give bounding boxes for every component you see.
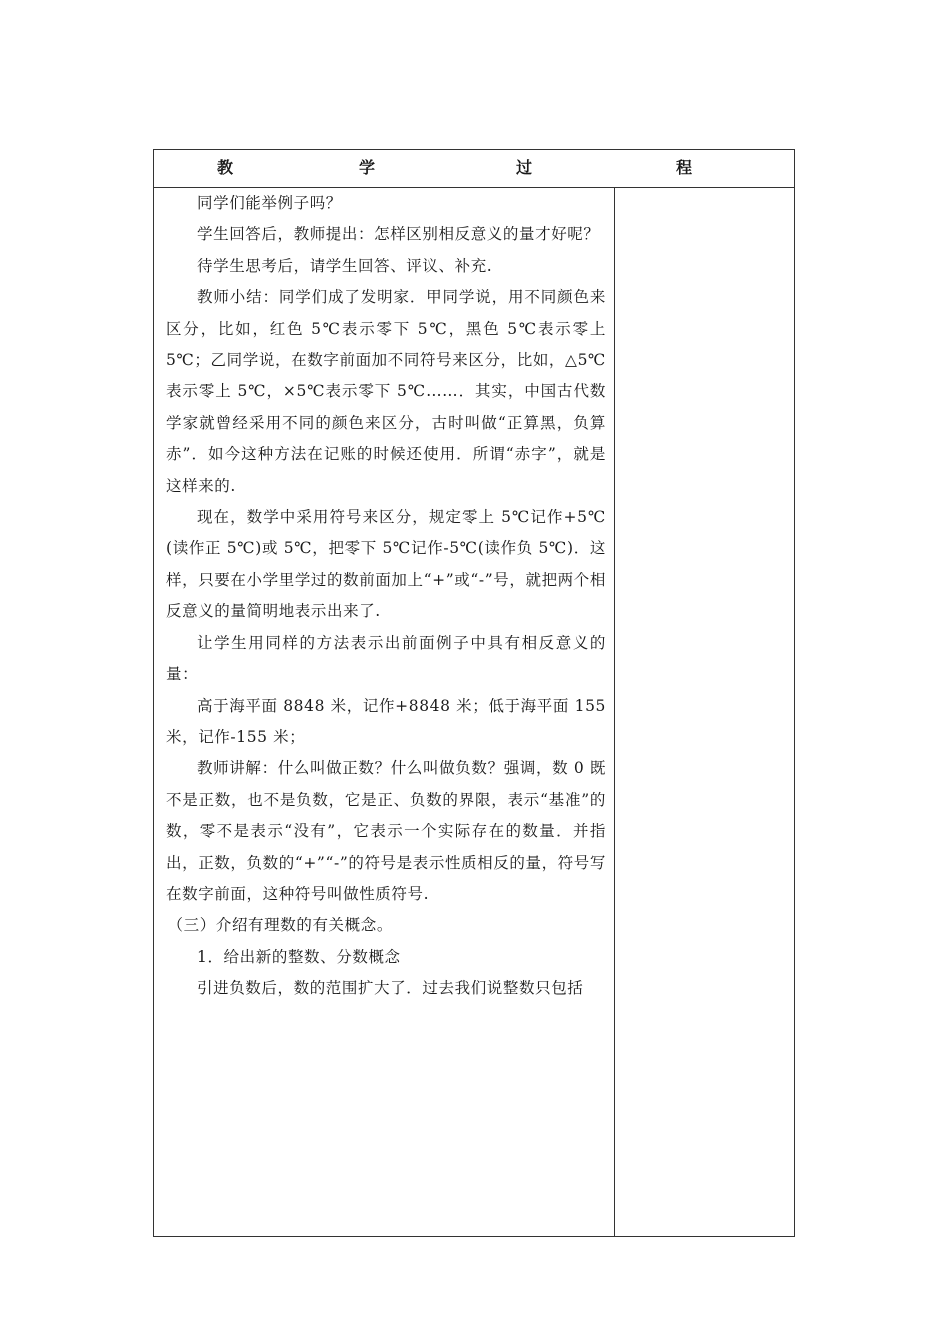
header-char: 教 xyxy=(217,158,234,177)
table-header xyxy=(154,150,794,188)
lesson-table xyxy=(153,149,795,1237)
paragraph: 引进负数后，数的范围扩大了．过去我们说整数只包括 xyxy=(197,979,584,998)
subsection-heading: 1．给出新的整数、分数概念 xyxy=(197,947,401,966)
paragraph: 同学们能举例子吗？ xyxy=(197,194,342,212)
header-char: 程 xyxy=(676,158,693,177)
paragraph: 让学生用同样的方法表示出前面例子中具有相反意义的量： xyxy=(166,633,606,684)
notes-column xyxy=(615,188,794,1236)
process-column xyxy=(166,188,606,1005)
paragraph: 教师讲解：什么叫做正数？什么叫做负数？强调，数 0 既不是正数，也不是负数，它是正、负数的界限，表示“基准”的数，零不是表示“没有”，它表示一个实际存在的数量．并指出，正数，负数的“+”“-”的符号是表示性质相反的量，符号写在数字前面，这种符号叫做性质符号. xyxy=(166,759,606,903)
paragraph: 待学生思考后，请学生回答、评议、补充. xyxy=(197,256,493,275)
header-char: 学 xyxy=(359,158,376,177)
header-char: 过 xyxy=(516,158,533,177)
paragraph: 现在，数学中采用符号来区分，规定零上 5℃记作+5℃(读作正 5℃)或 5℃，把零下 5℃记作-5℃(读作负 5℃)．这样，只要在小学里学过的数前面加上“+”或“-”号，就把两个相反意义的量简明地表示出来了. xyxy=(166,508,606,621)
paragraph: 学生回答后，教师提出：怎样区别相反意义的量才好呢？ xyxy=(197,225,600,244)
paragraph: 教师小结：同学们成了发明家．甲同学说，用不同颜色来区分，比如，红色 5℃表示零下 5℃，黑色 5℃表示零上 5℃；乙同学说，在数字前面加不同符号来区分，比如，△5℃表示零上 5℃，×5℃表示零下 5℃……．其实，中国古代数学家就曾经采用不同的颜色来区分，古时叫做“正算黑，负算赤”．如今这种方法在记账的时候还使用．所谓“赤字”，就是这样来的. xyxy=(166,288,606,495)
paragraph: 高于海平面 8848 米，记作+8848 米；低于海平面 155 米，记作-155 米； xyxy=(166,696,606,746)
section-heading: （三）介绍有理数的有关概念。 xyxy=(167,916,393,935)
